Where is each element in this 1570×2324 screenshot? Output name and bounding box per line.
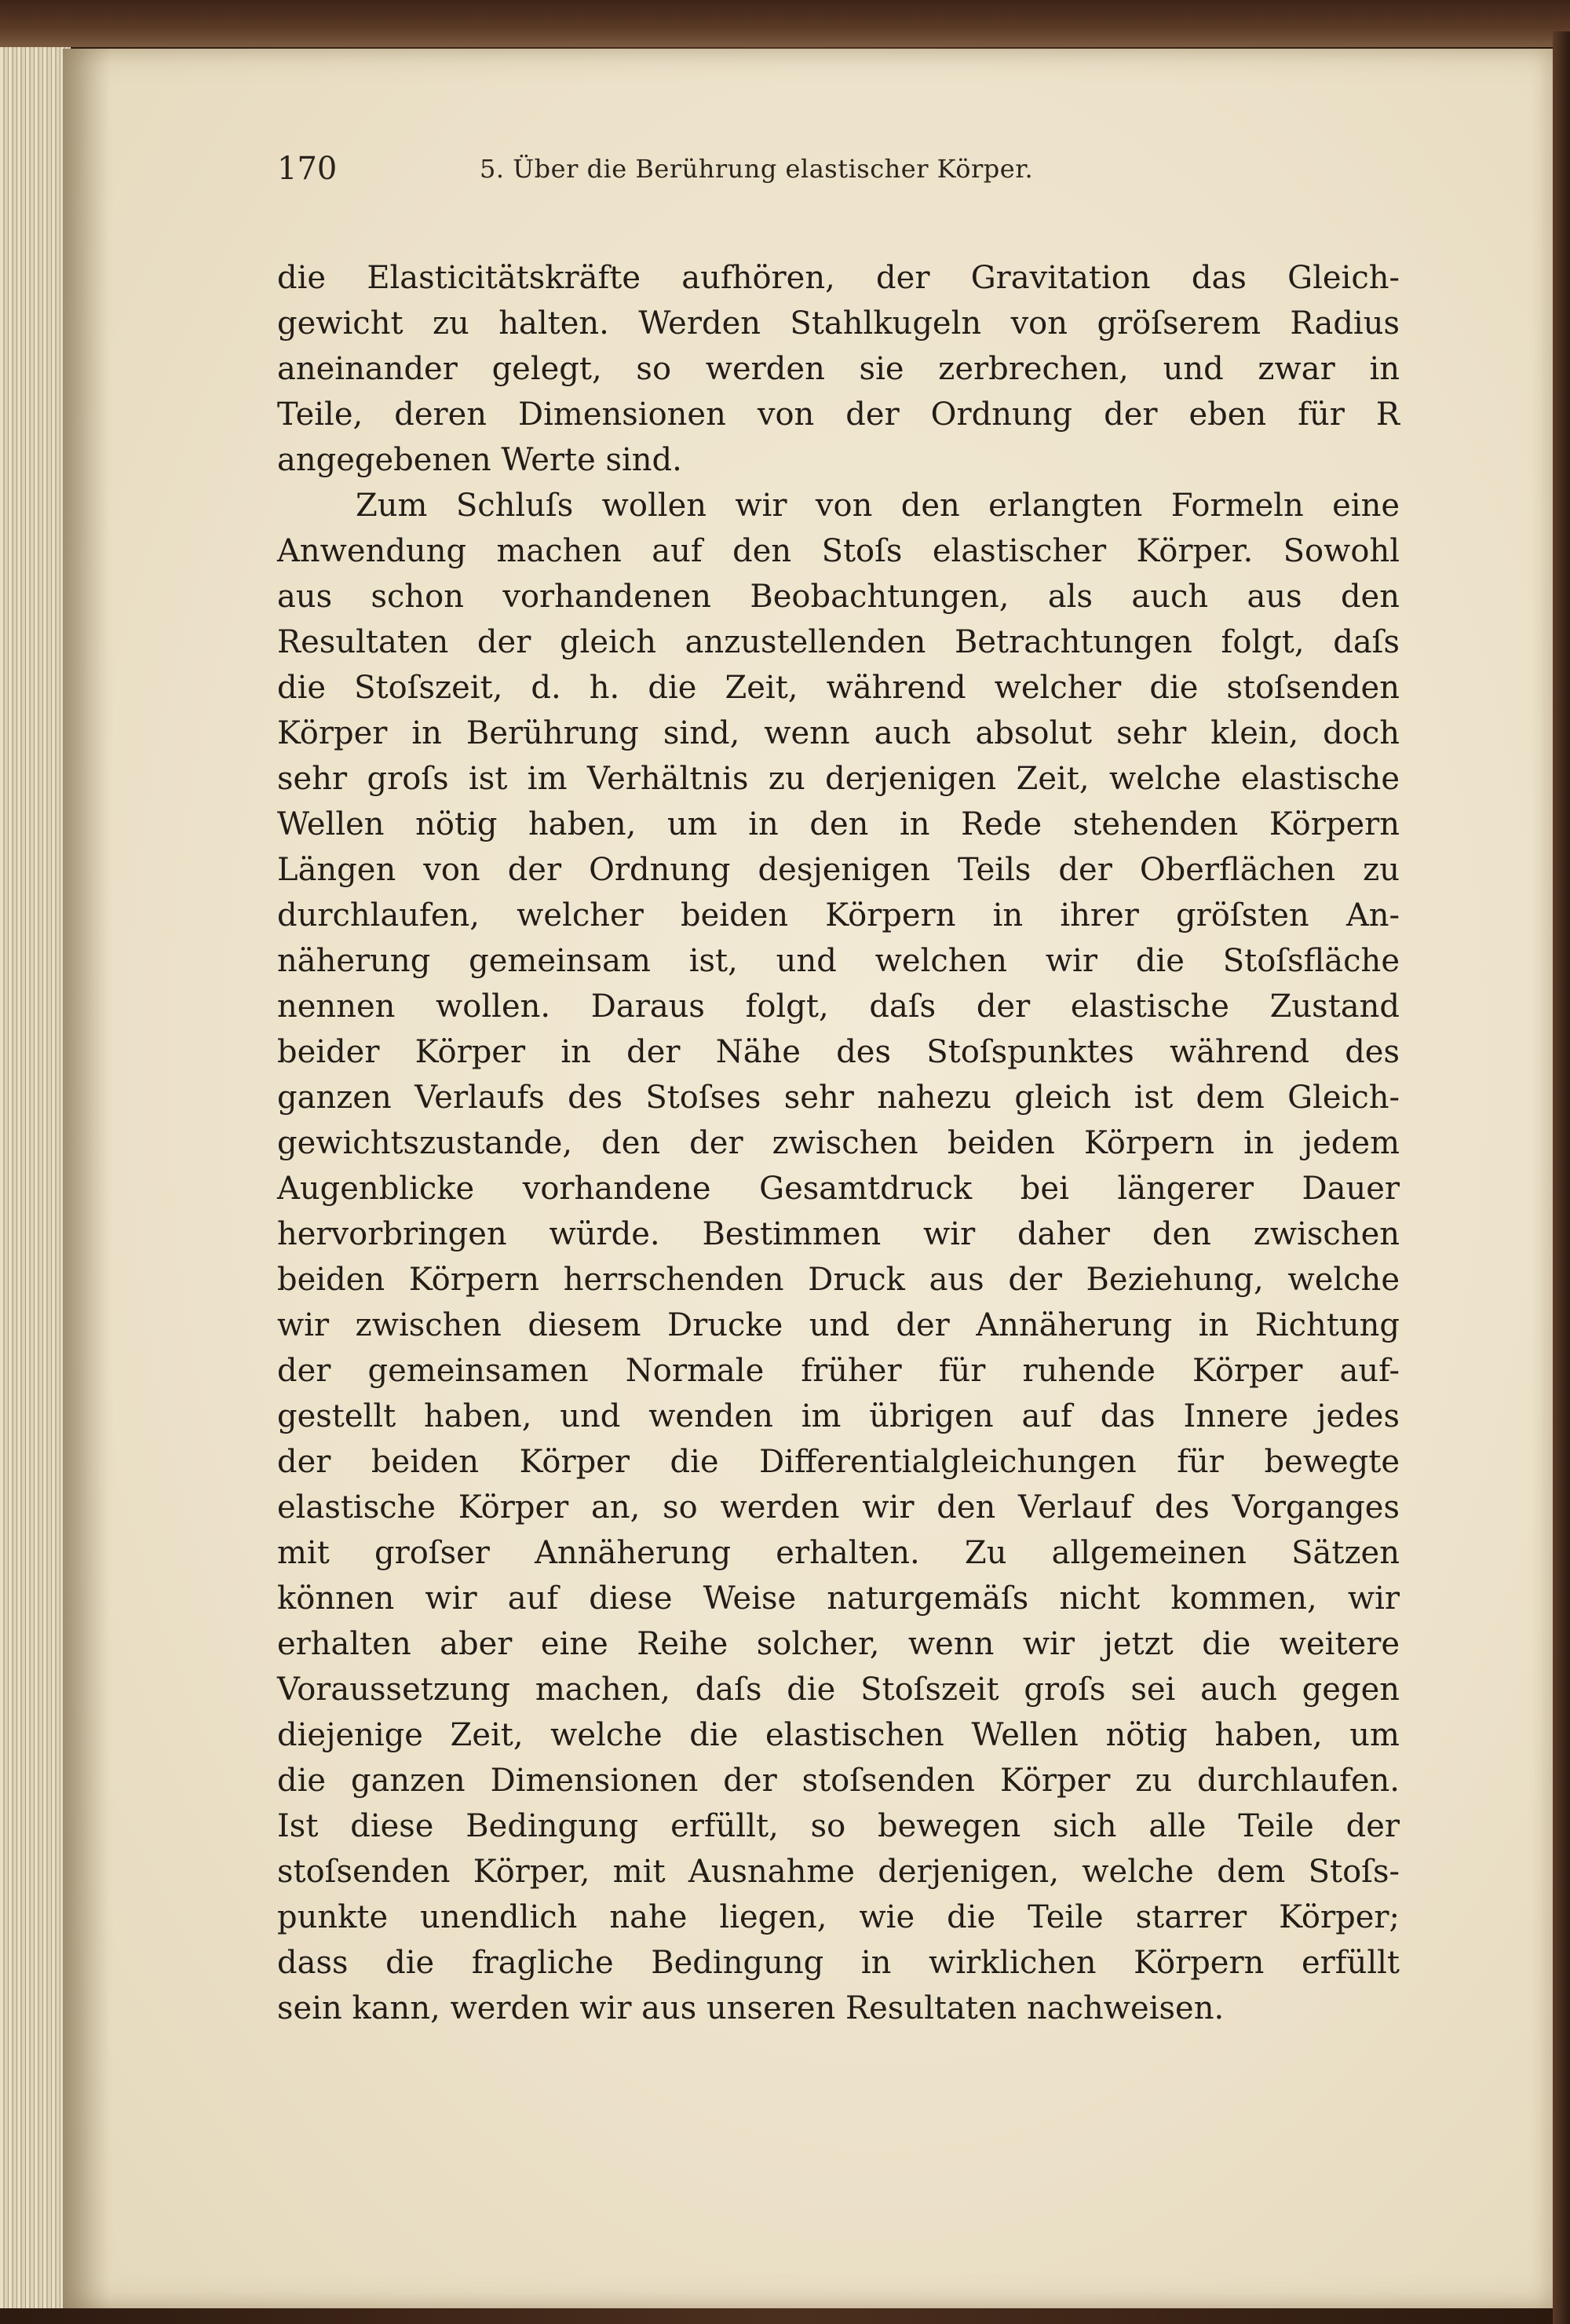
text-line: wir zwischen diesem Drucke und der Annäherung in Richtung <box>277 1307 1400 1343</box>
text-line: sehr groſs ist im Verhältnis zu derjenigen Zeit, welche elastische <box>277 761 1400 797</box>
page-edges <box>0 47 71 2308</box>
text-line: der gemeinsamen Normale früher für ruhende Körper auf- <box>277 1353 1400 1389</box>
book-spine <box>1553 31 1570 2324</box>
text-line: Längen von der Ordnung desjenigen Teils der Oberflächen zu <box>277 852 1400 888</box>
text-line: der beiden Körper die Differentialgleichungen für bewegte <box>277 1444 1400 1480</box>
text-line: hervorbringen würde. Bestimmen wir daher den zwischen <box>277 1216 1400 1252</box>
text-line: Wellen nötig haben, um in den in Rede stehenden Körpern <box>277 806 1400 842</box>
text-line: diejenige Zeit, welche die elastischen Wellen nötig haben, um <box>277 1717 1400 1753</box>
text-line: Augenblicke vorhandene Gesamtdruck bei längerer Dauer <box>277 1171 1400 1207</box>
body-text <box>277 255 1400 2031</box>
text-line: durchlaufen, welcher beiden Körpern in ihrer gröſsten An- <box>277 897 1400 934</box>
text-line: die Elasticitätskräfte aufhören, der Gravitation das Gleich- <box>277 260 1400 296</box>
text-line: Voraussetzung machen, daſs die Stoſszeit groſs sei auch gegen <box>277 1672 1400 1708</box>
text-line: punkte unendlich nahe liegen, wie die Teile starrer Körper; <box>277 1899 1400 1935</box>
text-line: gewicht zu halten. Werden Stahlkugeln von gröſserem Radius <box>277 305 1400 342</box>
text-line: mit groſser Annäherung erhalten. Zu allgemeinen Sätzen <box>277 1535 1400 1571</box>
text-line: erhalten aber eine Reihe solcher, wenn wir jetzt die weitere <box>277 1626 1400 1662</box>
text-line: beiden Körpern herrschenden Druck aus der Beziehung, welche <box>277 1262 1400 1298</box>
paragraph-2 <box>277 483 1400 2031</box>
text-line: Teile, deren Dimensionen von der Ordnung der eben für R <box>277 396 1400 433</box>
text-line: Resultaten der gleich anzustellenden Betrachtungen folgt, daſs <box>277 624 1400 660</box>
paragraph-1 <box>277 255 1400 483</box>
page-header <box>277 141 1376 196</box>
text-line: Körper in Berührung sind, wenn auch absolut sehr klein, doch <box>277 715 1400 751</box>
text-line: Ist diese Bedingung erfüllt, so bewegen sich alle Teile der <box>277 1808 1400 1844</box>
text-line: können wir auf diese Weise naturgemäſs nicht kommen, wir <box>277 1580 1400 1617</box>
text-line: nennen wollen. Daraus folgt, daſs der elastische Zustand <box>277 988 1400 1025</box>
text-line: elastische Körper an, so werden wir den Verlauf des Vorganges <box>277 1489 1400 1526</box>
text-line: sein kann, werden wir aus unseren Resultaten nachweisen. <box>277 1990 1225 2026</box>
running-head: 5. Über die Berührung elastischer Körper. <box>480 154 1034 184</box>
page-gutter-shadow <box>63 49 110 2308</box>
text-line: gewichtszustande, den der zwischen beiden Körpern in jedem <box>277 1125 1400 1161</box>
text-line: aus schon vorhandenen Beobachtungen, als auch aus den <box>277 579 1400 615</box>
text-line: die ganzen Dimensionen der stoſsenden Körper zu durchlaufen. <box>277 1763 1400 1799</box>
text-line: aneinander gelegt, so werden sie zerbrechen, und zwar in <box>277 351 1400 387</box>
text-line: angegebenen Werte sind. <box>277 442 682 478</box>
text-line: die Stoſszeit, d. h. die Zeit, während welcher die stoſsenden <box>277 670 1400 706</box>
text-line: Zum Schluſs wollen wir von den erlangten Formeln eine <box>356 488 1400 524</box>
text-line: gestellt haben, und wenden im übrigen auf das Innere jedes <box>277 1398 1400 1434</box>
text-line: näherung gemeinsam ist, und welchen wir die Stoſsfläche <box>277 943 1400 979</box>
page-number: 170 <box>277 151 338 187</box>
text-line: beider Körper in der Nähe des Stoſspunktes während des <box>277 1034 1400 1070</box>
text-line: ganzen Verlaufs des Stoſses sehr nahezu gleich ist dem Gleich- <box>277 1080 1400 1116</box>
text-line: stoſsenden Körper, mit Ausnahme derjenigen, welche dem Stoſs- <box>277 1854 1400 1890</box>
book-cover-top <box>0 0 1570 47</box>
text-line: dass die fragliche Bedingung in wirklichen Körpern erfüllt <box>277 1945 1400 1981</box>
text-line: Anwendung machen auf den Stoſs elastischer Körper. Sowohl <box>277 533 1400 569</box>
